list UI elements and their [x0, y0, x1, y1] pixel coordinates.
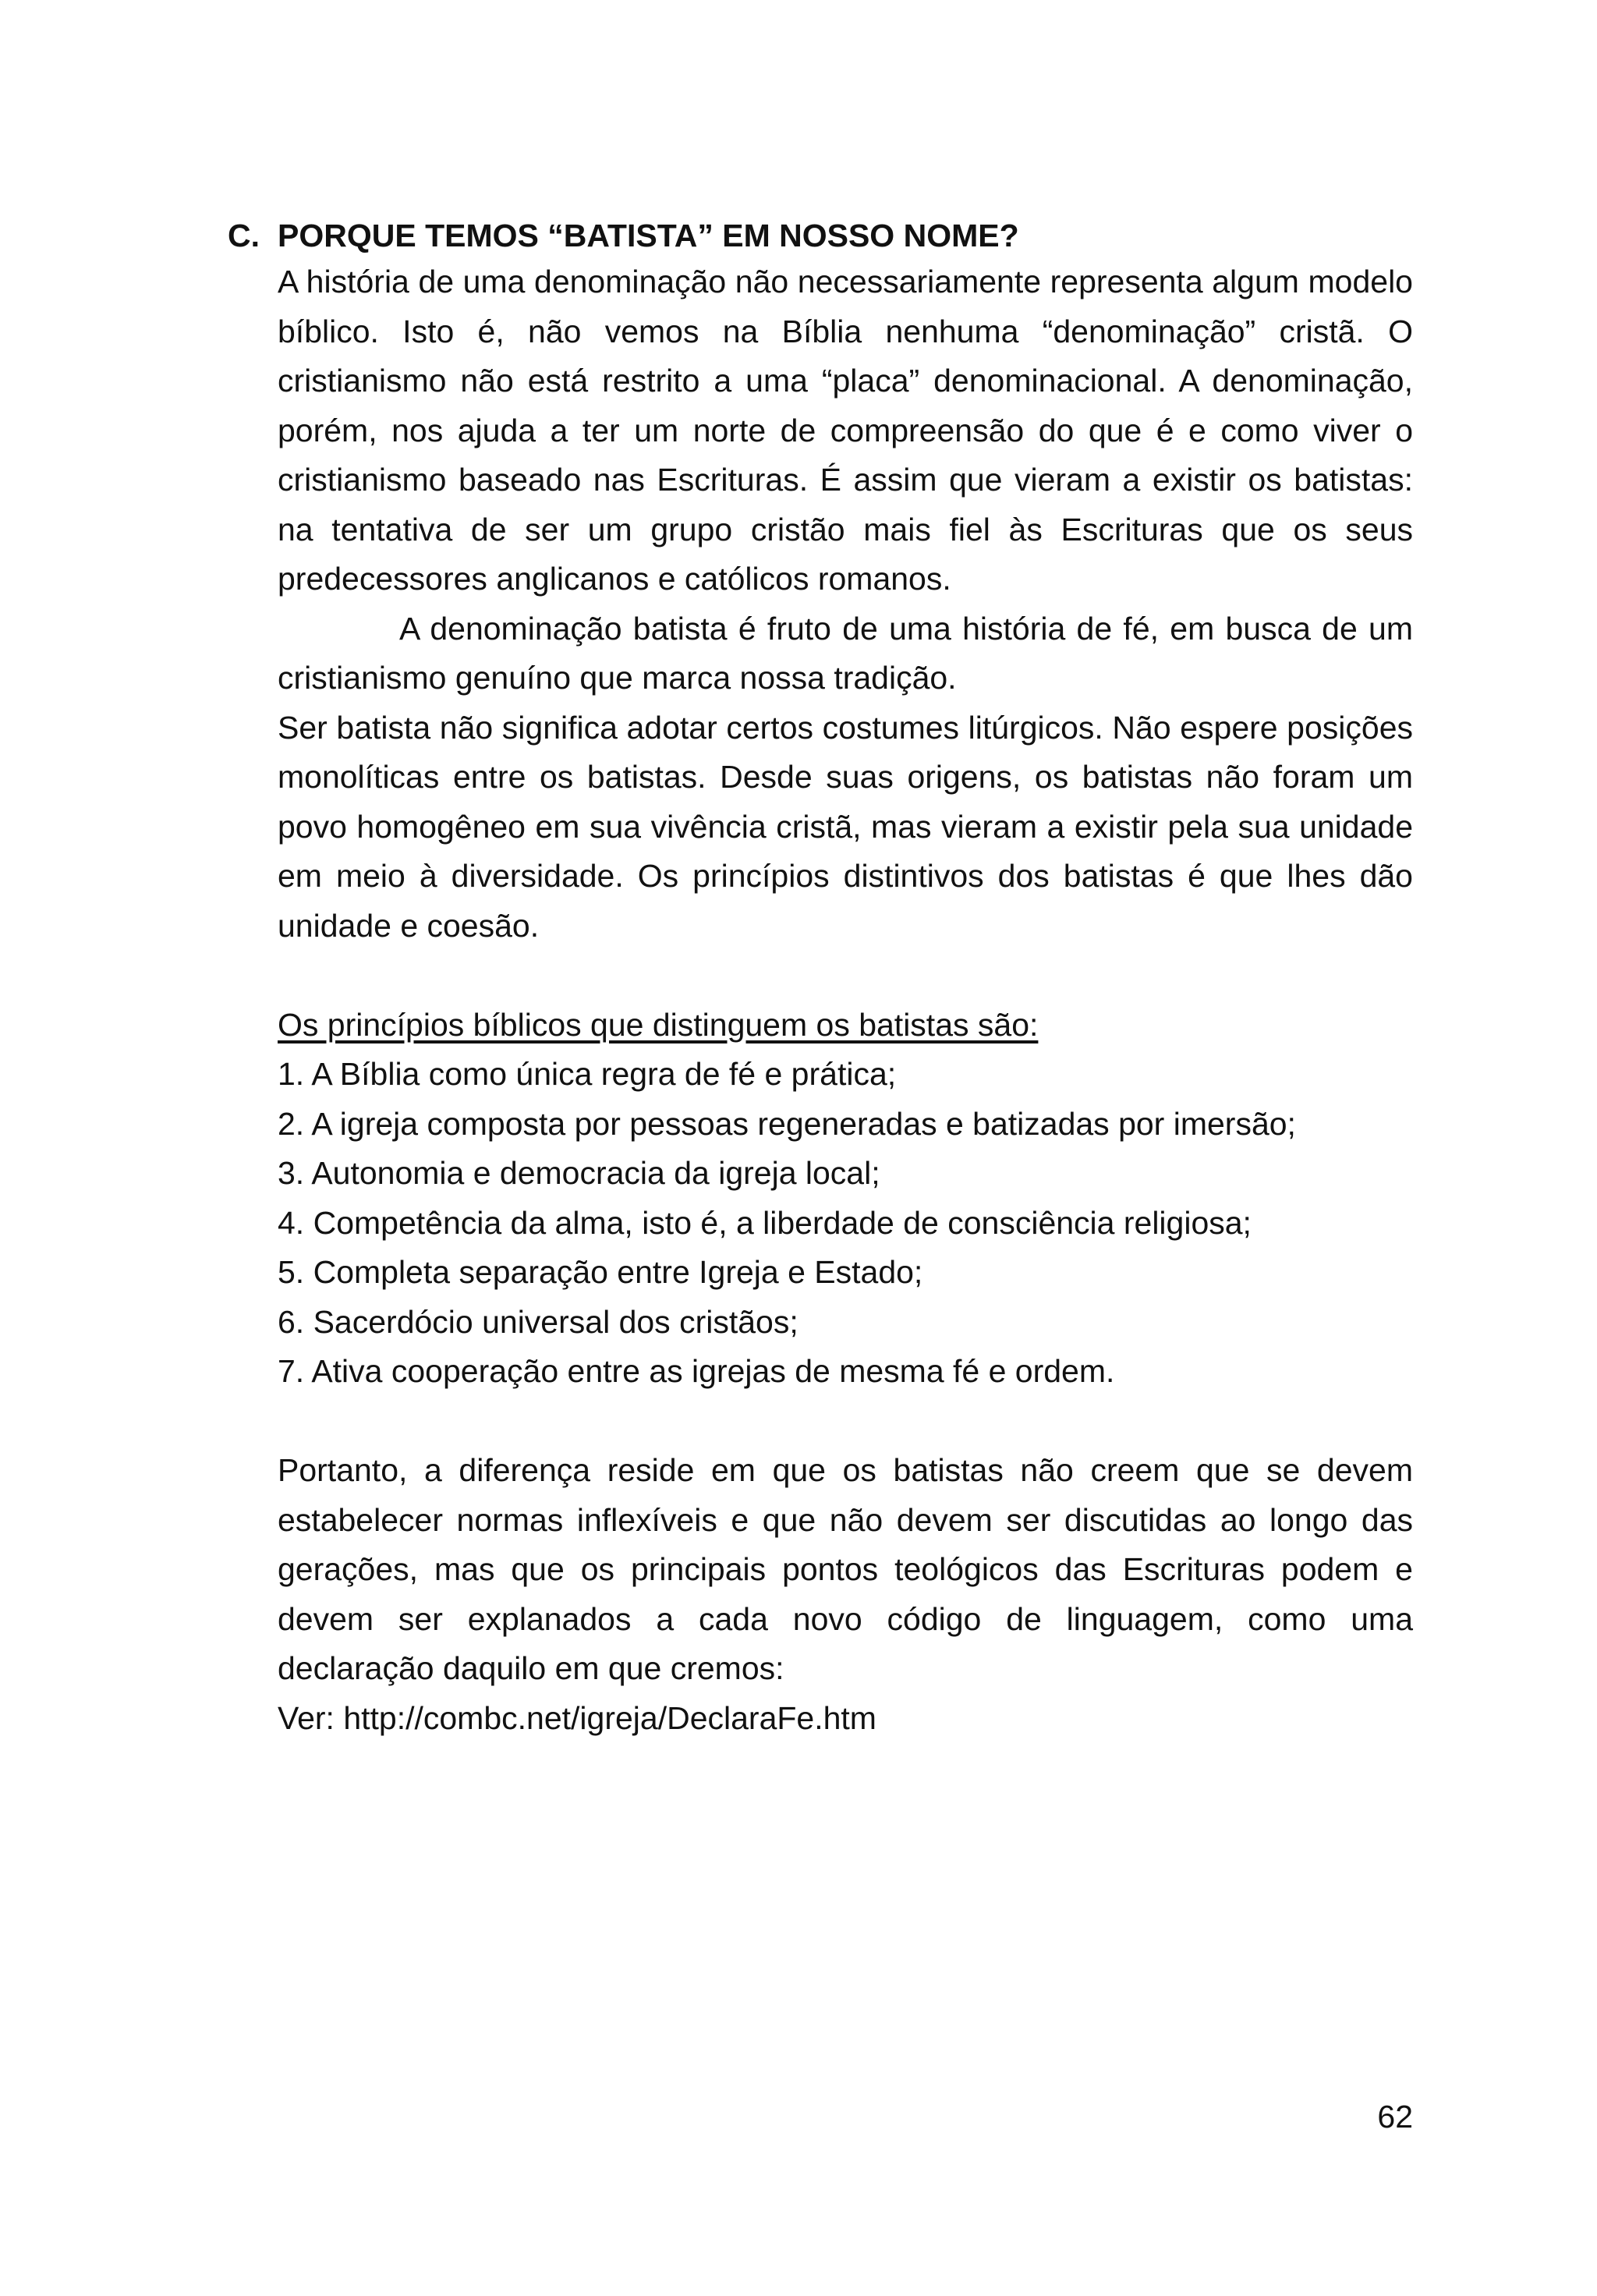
principles-intro: Os princípios bíblicos que distinguem os batistas são: — [278, 1006, 1039, 1043]
list-item: 3. Autonomia e democracia da igreja local; — [278, 1155, 880, 1191]
list-item: 2. A igreja composta por pessoas regeneradas e batizadas por imersão; — [278, 1105, 1296, 1142]
spacer — [278, 1397, 1413, 1447]
section-heading — [228, 211, 1413, 260]
document-body — [278, 257, 1413, 1743]
list-item: 4. Competência da alma, isto é, a liberdade de consciência religiosa; — [278, 1204, 1252, 1241]
section-title: PORQUE TEMOS “BATISTA” EM NOSSO NOME? — [278, 218, 1019, 253]
reference-link: Ver: http://combc.net/igreja/DeclaraFe.htm — [278, 1699, 876, 1736]
section-letter: C. — [228, 218, 260, 253]
paragraph-conclusion: Portanto, a diferença reside em que os batistas não creem que se devem estabelecer normas inflexíveis e que não devem ser discutidas ao longo das gerações, mas que os principais pontos teológicos das Escrituras podem e devem ser explanados a cada novo código de linguagem, como uma declaração daquilo em que cremos: — [278, 1452, 1413, 1686]
paragraph-history: A história de uma denominação não necessariamente representa algum modelo bíblico. Isto é, não vemos na Bíblia nenhuma “denominação” cristã. O cristianismo não está restrito a uma “placa” denominacional. A denominação, porém, nos ajuda a ter um norte de compreensão do que é e como viver o cristianismo baseado nas Escrituras. É assim que vieram a existir os batistas: na tentativa de ser um grupo cristão mais fiel às Escrituras que os seus predecessores anglicanos e católicos romanos. — [278, 264, 1413, 597]
list-item: 7. Ativa cooperação entre as igrejas de mesma fé e ordem. — [278, 1353, 1115, 1389]
spacer — [278, 951, 1413, 1001]
paragraph-being-baptist: Ser batista não significa adotar certos costumes litúrgicos. Não espere posições monolíticas entre os batistas. Desde suas origens, os batistas não foram um povo homogêneo em sua vivência cristã, mas vieram a existir pela sua unidade em meio à diversidade. Os princípios distintivos dos batistas é que lhes dão unidade e coesão. — [278, 709, 1413, 944]
list-item: 5. Completa separação entre Igreja e Estado; — [278, 1254, 923, 1290]
principles-list — [278, 1050, 1413, 1397]
page-number: 62 — [1377, 2099, 1413, 2135]
list-item: 6. Sacerdócio universal dos cristãos; — [278, 1303, 798, 1340]
list-item: 1. A Bíblia como única regra de fé e prática; — [278, 1056, 897, 1092]
paragraph-denomination: A denominação batista é fruto de uma história de fé, em busca de um cristianismo genuíno que marca nossa tradição. — [278, 610, 1413, 696]
